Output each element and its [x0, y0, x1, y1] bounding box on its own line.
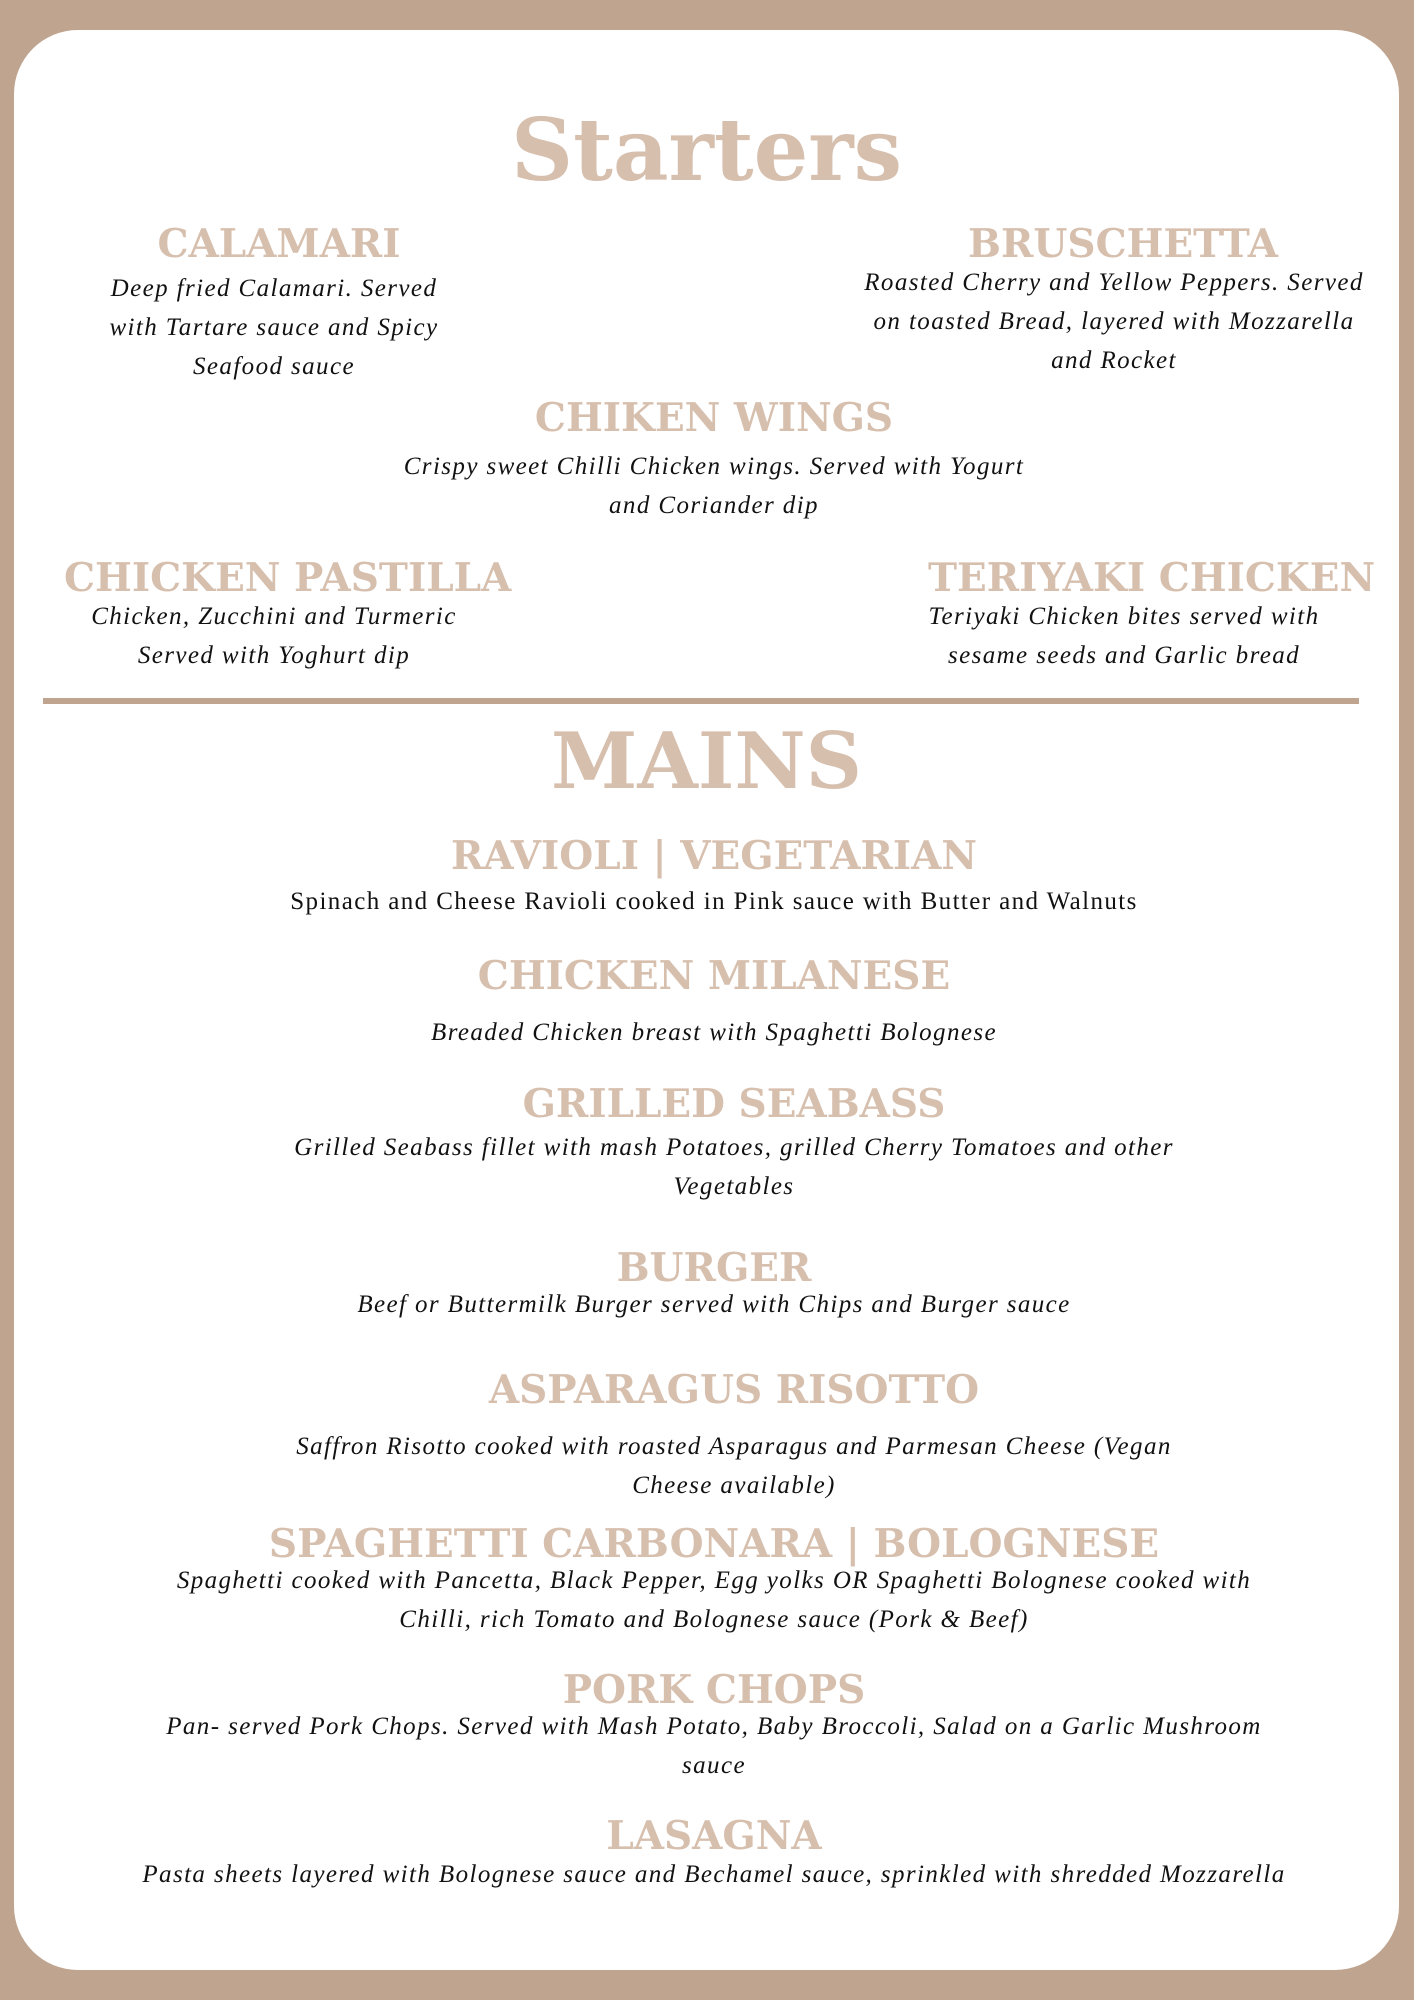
- item-description: Breaded Chicken breast with Spaghetti Bolognese: [431, 1018, 997, 1046]
- starters-title: Starters: [510, 100, 903, 201]
- item-description: Teriyaki Chicken bites served with sesame seeds and Garlic bread: [928, 602, 1320, 669]
- item-description: Saffron Risotto cooked with roasted Asparagus and Parmesan Cheese (Vegan Cheese available): [296, 1432, 1172, 1499]
- item-name: CHICKEN MILANESE: [477, 953, 951, 999]
- item-name: RAVIOLI | VEGETARIAN: [450, 833, 978, 879]
- item-name: TERIYAKI CHICKEN: [928, 555, 1376, 601]
- main-item-grilled-seabass: [254, 1082, 1214, 1206]
- item-name: BRUSCHETTA: [968, 221, 1278, 267]
- item-description: Roasted Cherry and Yellow Peppers. Served on toasted Bread, layered with Mozzarella and Rocket: [864, 268, 1364, 374]
- main-item-asparagus-risotto: [254, 1368, 1214, 1505]
- main-item-pork-chops: [124, 1668, 1304, 1785]
- starter-item-teriyaki-chicken: [894, 555, 1376, 675]
- item-name: PORK CHOPS: [562, 1667, 866, 1713]
- item-name: LASAGNA: [606, 1813, 822, 1859]
- item-description: Grilled Seabass fillet with mash Potatoes, grilled Cherry Tomatoes and other Vegetables: [294, 1133, 1174, 1200]
- item-description: Chicken, Zucchini and Turmeric Served with Yoghurt dip: [91, 602, 457, 669]
- item-name: CALAMARI: [157, 221, 401, 267]
- main-item-ravioli: [154, 834, 1274, 921]
- item-name: ASPARAGUS RISOTTO: [488, 1367, 980, 1413]
- item-name: GRILLED SEABASS: [522, 1081, 946, 1127]
- item-description: Spaghetti cooked with Pancetta, Black Pepper, Egg yolks OR Spaghetti Bolognese cooked with Chilli, rich Tomato and Bolognese sauce (Pork & Beef): [176, 1566, 1252, 1633]
- starter-item-bruschetta: [854, 222, 1374, 380]
- main-item-lasagna: [124, 1814, 1304, 1894]
- starter-item-calamari: [54, 222, 494, 386]
- starter-item-chicken-wings: [384, 396, 1044, 525]
- item-description: Pan- served Pork Chops. Served with Mash Potato, Baby Broccoli, Salad on a Garlic Mushroom sauce: [166, 1712, 1262, 1779]
- item-name: CHICKEN PASTILLA: [64, 555, 512, 601]
- item-description: Beef or Buttermilk Burger served with Chips and Burger sauce: [357, 1290, 1071, 1318]
- item-description: Deep fried Calamari. Served with Tartare sauce and Spicy Seafood sauce: [109, 274, 439, 380]
- item-description: Pasta sheets layered with Bolognese sauce and Bechamel sauce, sprinkled with shredded Mozzarella: [142, 1860, 1286, 1888]
- main-item-spaghetti: [154, 1522, 1274, 1639]
- mains-title: MAINS: [551, 716, 862, 807]
- section-divider: [43, 698, 1359, 704]
- item-description: Crispy sweet Chilli Chicken wings. Served with Yogurt and Coriander dip: [403, 452, 1025, 519]
- main-item-chicken-milanese: [154, 954, 1274, 1052]
- item-name: SPAGHETTI CARBONARA | BOLOGNESE: [268, 1521, 1160, 1567]
- item-description: Spinach and Cheese Ravioli cooked in Pink sauce with Butter and Walnuts: [290, 887, 1138, 915]
- starter-item-chicken-pastilla: [54, 555, 512, 675]
- menu-card: [14, 30, 1399, 1970]
- main-item-burger: [154, 1246, 1274, 1324]
- item-name: BURGER: [616, 1245, 812, 1291]
- item-name: CHIKEN WINGS: [534, 395, 894, 441]
